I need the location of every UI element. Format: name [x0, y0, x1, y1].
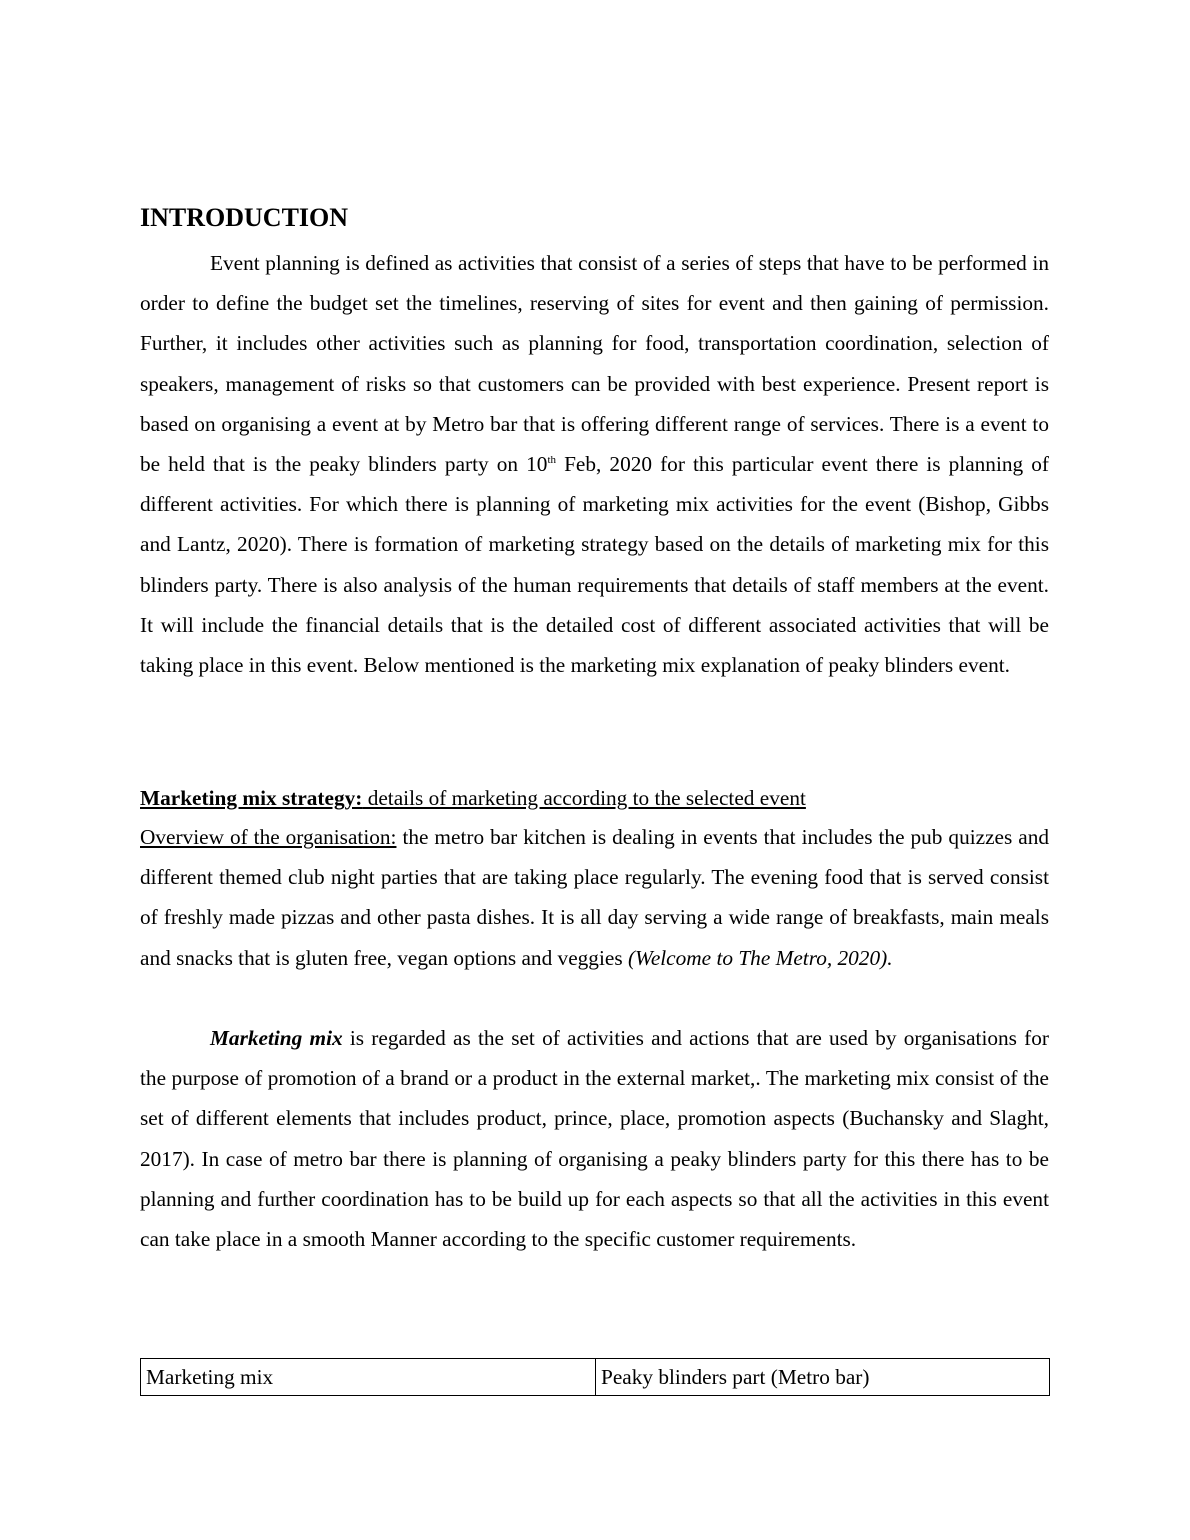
overview-paragraph	[140, 817, 1049, 978]
marketing-mix-paragraph	[140, 1018, 1049, 1259]
strategy-heading	[140, 784, 806, 812]
marketing-mix-text: is regarded as the set of activities and actions that are used by organisations for the purpose of promotion of a brand or a product in the external market,. The marketing mix consist of the set of different elements that includes product, prince, place, promotion aspects (Buchansky and Slaght, 2017). In case of metro bar there is planning of organising a peaky blinders party for this there has to be planning and further coordination has to be build up for each aspects so that all the activities in this event can take place in a smooth Manner according to the specific customer requirements.	[140, 1026, 1049, 1252]
intro-paragraph	[140, 243, 1049, 685]
table-row	[141, 1359, 1050, 1396]
overview-text: the metro bar kitchen is dealing in events that includes the pub quizzes and different themed club night parties that are taking place regularly. The evening food that is served consist of freshly made pizzas and other pasta dishes. It is all day serving a wide range of breakfasts, main meals and snacks that is gluten free, vegan options and veggies	[140, 825, 1050, 970]
marketing-mix-table	[140, 1358, 1050, 1396]
overview-label: Overview of the organisation:	[140, 825, 397, 849]
intro-text-part2: Feb, 2020 for this particular event there is planning of different activities. For which there is planning of marketing mix activities for the event (Bishop, Gibbs and Lantz, 2020). There is formation of marketing strategy based on the details of marketing mix for this blinders party. There is also analysis of the human requirements that details of staff members at the event. It will include the financial details that is the detailed cost of different associated activities that will be taking place in this event. Below mentioned is the marketing mix explanation of peaky blinders event.	[140, 452, 1049, 678]
ordinal-superscript: th	[547, 454, 556, 467]
marketing-mix-term: Marketing mix	[210, 1026, 343, 1050]
strategy-label: Marketing mix strategy:	[140, 786, 363, 810]
section-heading: INTRODUCTION	[140, 203, 349, 232]
intro-text-part1: Event planning is defined as activities that consist of a series of steps that have to be performed in order to define the budget set the timelines, reserving of sites for event and then gaining of permission. Further, it includes other activities such as planning for food, transportation coordination, selection of speakers, management of risks so that customers can be provided with best experience. Present report is based on organising a event at by Metro bar that is offering different range of services. There is a event to be held that is the peaky blinders party on 10	[140, 251, 1049, 477]
overview-citation: (Welcome to The Metro, 2020).	[627, 945, 893, 970]
table-header-cell: Marketing mix	[141, 1359, 596, 1396]
table-header-cell: Peaky blinders part (Metro bar)	[596, 1359, 1050, 1396]
strategy-text: details of marketing according to the selected event	[362, 786, 806, 810]
